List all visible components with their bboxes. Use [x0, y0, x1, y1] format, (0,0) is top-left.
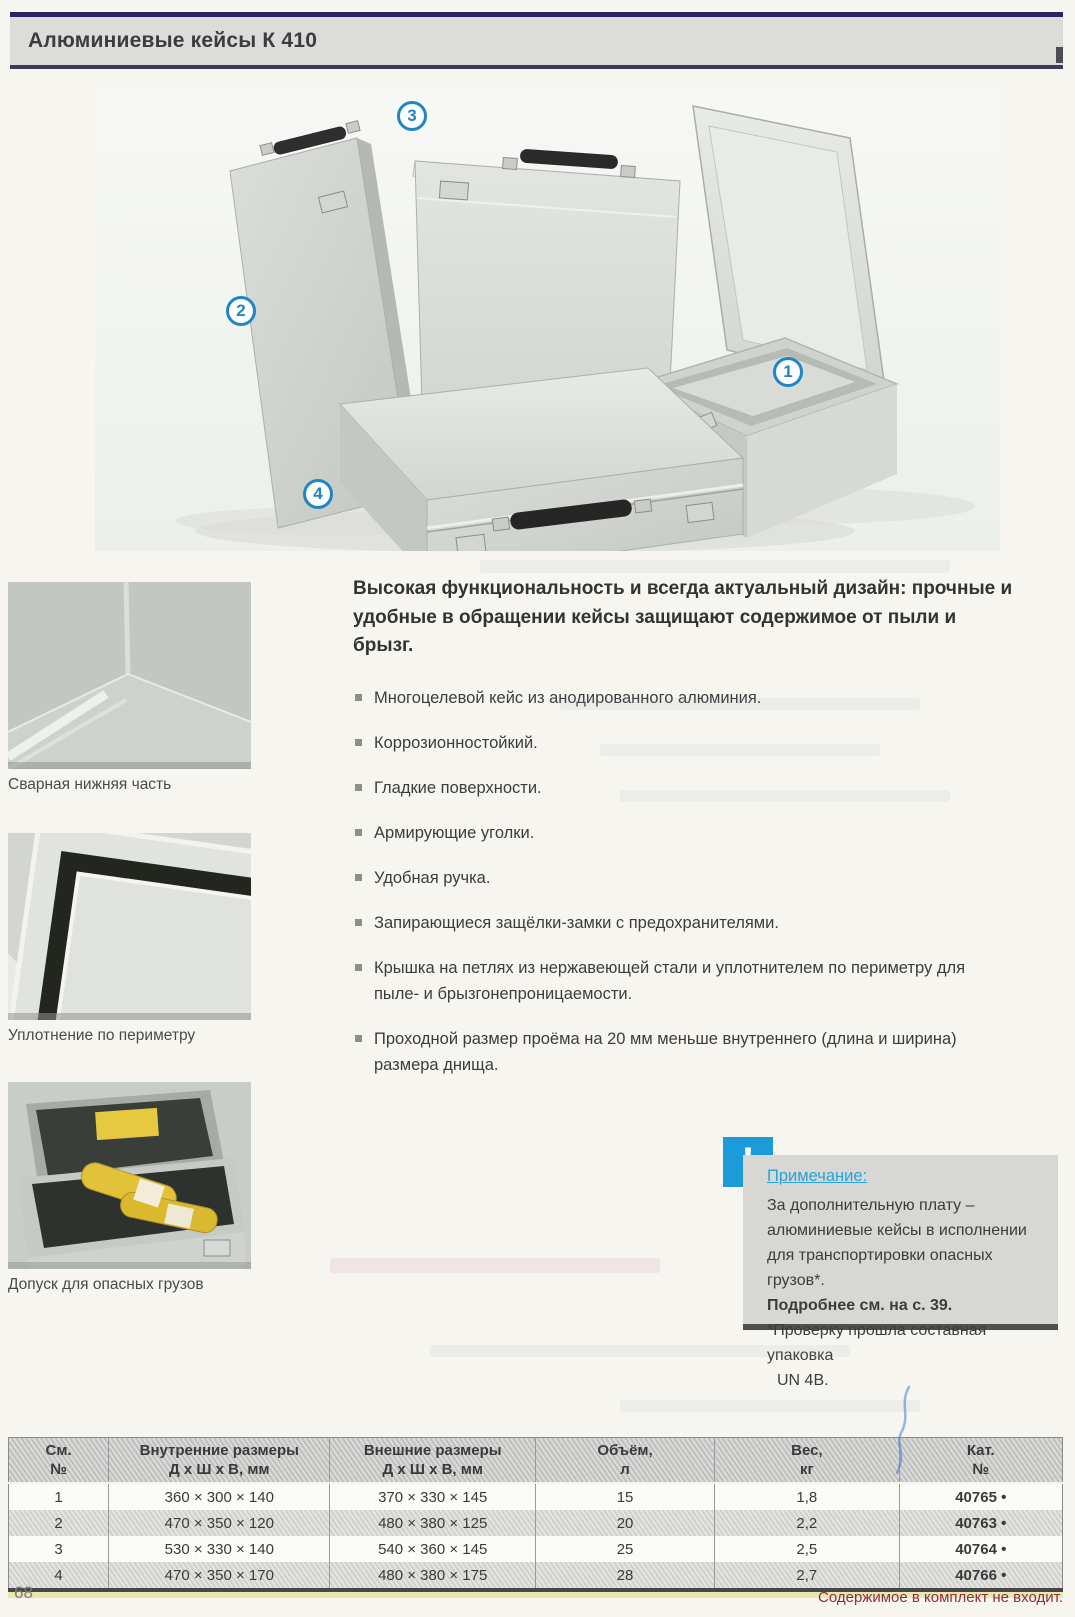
scan-ghost	[430, 1345, 850, 1357]
square-bullet-icon	[355, 919, 362, 926]
photo-caption: Уплотнение по периметру	[8, 1027, 196, 1044]
photo-caption: Сварная нижняя часть	[8, 776, 172, 793]
callout-4-label: 4	[313, 484, 323, 503]
header-line: См.	[45, 1442, 72, 1459]
col-header-weight	[715, 1438, 899, 1484]
note-footnote: *Проверку прошла составная упаковка	[767, 1322, 987, 1364]
note-line: для транспортировки опасных грузов*.	[767, 1247, 993, 1289]
feature-item	[353, 955, 988, 1007]
table-row	[9, 1562, 1063, 1590]
cell-weight: 2,5	[715, 1536, 899, 1562]
dangerous-goods-illustration	[8, 1082, 251, 1269]
cell-volume: 28	[535, 1562, 714, 1590]
square-bullet-icon	[355, 694, 362, 701]
feature-text: Удобная ручка.	[374, 868, 491, 887]
footer-note: Содержимое в комплект не входит.	[818, 1589, 1063, 1606]
feature-text: Запирающиеся защёлки-замки с предохранителями.	[374, 913, 779, 932]
cell-outer-dims: 480 × 380 × 175	[330, 1562, 536, 1590]
square-bullet-icon	[355, 829, 362, 836]
cell-weight: 2,7	[715, 1562, 899, 1590]
detail-photo-dangerous-goods	[8, 1082, 251, 1294]
feature-text: Крышка на петлях из нержавеющей стали и уплотнителем по периметру для пыле- и брызгонепроницаемости.	[374, 958, 966, 1003]
square-bullet-icon	[355, 964, 362, 971]
callout-3-label: 3	[407, 106, 417, 125]
callout-2	[226, 296, 256, 326]
note-line: алюминиевые кейсы в исполнении	[767, 1222, 1027, 1239]
col-header-inner-dims	[109, 1438, 330, 1484]
cell-see-no: 2	[9, 1510, 109, 1536]
description-heading: Высокая функциональность и всегда актуальный дизайн: прочные и удобные в обращении кейсы защищают содержимое от пыли и брызг.	[353, 578, 1013, 656]
header-line: Д х Ш х В, мм	[169, 1461, 270, 1478]
note-title: Примечание:	[767, 1167, 868, 1185]
header-line: Кат.	[966, 1442, 995, 1459]
page-title: Алюминиевые кейсы К 410	[28, 29, 318, 52]
header-line: Вес,	[791, 1442, 823, 1459]
header-line: Объём,	[597, 1442, 653, 1459]
note-line: За дополнительную плату –	[767, 1197, 975, 1214]
header-line: Внутренние размеры	[139, 1442, 299, 1459]
scan-ghost	[480, 560, 950, 573]
note-reference: Подробнее см. на с. 39.	[767, 1297, 953, 1314]
feature-text: Проходной размер проёма на 20 мм меньше внутреннего (длина и ширина) размера днища.	[374, 1029, 957, 1074]
table-row	[9, 1510, 1063, 1536]
cell-volume: 20	[535, 1510, 714, 1536]
feature-item	[353, 865, 988, 891]
detail-photo-welded-bottom	[8, 582, 251, 794]
cell-outer-dims: 370 × 330 × 145	[330, 1483, 536, 1510]
cell-volume: 15	[535, 1483, 714, 1510]
welded-bottom-illustration	[8, 582, 251, 769]
pen-mark	[885, 1385, 919, 1477]
perimeter-seal-illustration	[8, 833, 251, 1020]
scan-ghost	[600, 744, 880, 756]
header-line: Внешние размеры	[363, 1442, 502, 1459]
cell-cat-no: 40763 •	[899, 1510, 1062, 1536]
header-line: №	[50, 1461, 67, 1478]
header-line: кг	[799, 1461, 814, 1478]
header-line: Д х Ш х В, мм	[382, 1461, 483, 1478]
scan-ghost	[620, 1400, 920, 1412]
col-header-volume	[535, 1438, 714, 1484]
cell-inner-dims: 360 × 300 × 140	[109, 1483, 330, 1510]
cell-volume: 25	[535, 1536, 714, 1562]
photo-caption: Допуск для опасных грузов	[8, 1276, 204, 1293]
cell-outer-dims: 540 × 360 × 145	[330, 1536, 536, 1562]
cell-cat-no: 40764 •	[899, 1536, 1062, 1562]
page-header-bar	[10, 12, 1063, 69]
cell-inner-dims: 470 × 350 × 170	[109, 1562, 330, 1590]
square-bullet-icon	[355, 1035, 362, 1042]
feature-text: Армирующие уголки.	[374, 823, 535, 842]
cell-see-no: 1	[9, 1483, 109, 1510]
cell-inner-dims: 530 × 330 × 140	[109, 1536, 330, 1562]
header-line: №	[972, 1461, 990, 1478]
table-row	[9, 1483, 1063, 1510]
cell-see-no: 3	[9, 1536, 109, 1562]
header-edge-mark	[1056, 47, 1063, 63]
table-row	[9, 1536, 1063, 1562]
header-line: л	[620, 1461, 630, 1478]
page-number: 68	[14, 1583, 33, 1602]
cell-weight: 2,2	[715, 1510, 899, 1536]
square-bullet-icon	[355, 874, 362, 881]
callout-4	[303, 479, 333, 509]
feature-item	[353, 1026, 988, 1078]
feature-item	[353, 910, 988, 936]
cell-cat-no: 40766 •	[899, 1562, 1062, 1590]
callout-2-label: 2	[236, 301, 246, 320]
scan-ghost	[620, 790, 950, 802]
feature-text: Гладкие поверхности.	[374, 778, 542, 797]
detail-photo-perimeter-seal	[8, 833, 251, 1045]
square-bullet-icon	[355, 784, 362, 791]
callout-1	[773, 357, 803, 387]
feature-item	[353, 820, 988, 846]
cell-see-no: 4	[9, 1562, 109, 1590]
square-bullet-icon	[355, 739, 362, 746]
cell-outer-dims: 480 × 380 × 125	[330, 1510, 536, 1536]
col-header-see-no	[9, 1438, 109, 1484]
col-header-cat-no	[899, 1438, 1062, 1484]
feature-text: Коррозионностойкий.	[374, 733, 538, 752]
description-block	[353, 575, 1013, 1097]
note-box	[743, 1155, 1058, 1389]
note-footnote: UN 4B.	[777, 1372, 829, 1389]
cell-inner-dims: 470 × 350 × 120	[109, 1510, 330, 1536]
cell-cat-no: 40765 •	[899, 1483, 1062, 1510]
scan-ghost	[560, 698, 920, 710]
callout-1-label: 1	[783, 362, 793, 381]
scan-ghost	[330, 1258, 660, 1273]
feature-text: Многоцелевой кейс из анодированного алюминия.	[374, 688, 762, 707]
callout-3	[397, 101, 427, 131]
cell-weight: 1,8	[715, 1483, 899, 1510]
col-header-outer-dims	[330, 1438, 536, 1484]
